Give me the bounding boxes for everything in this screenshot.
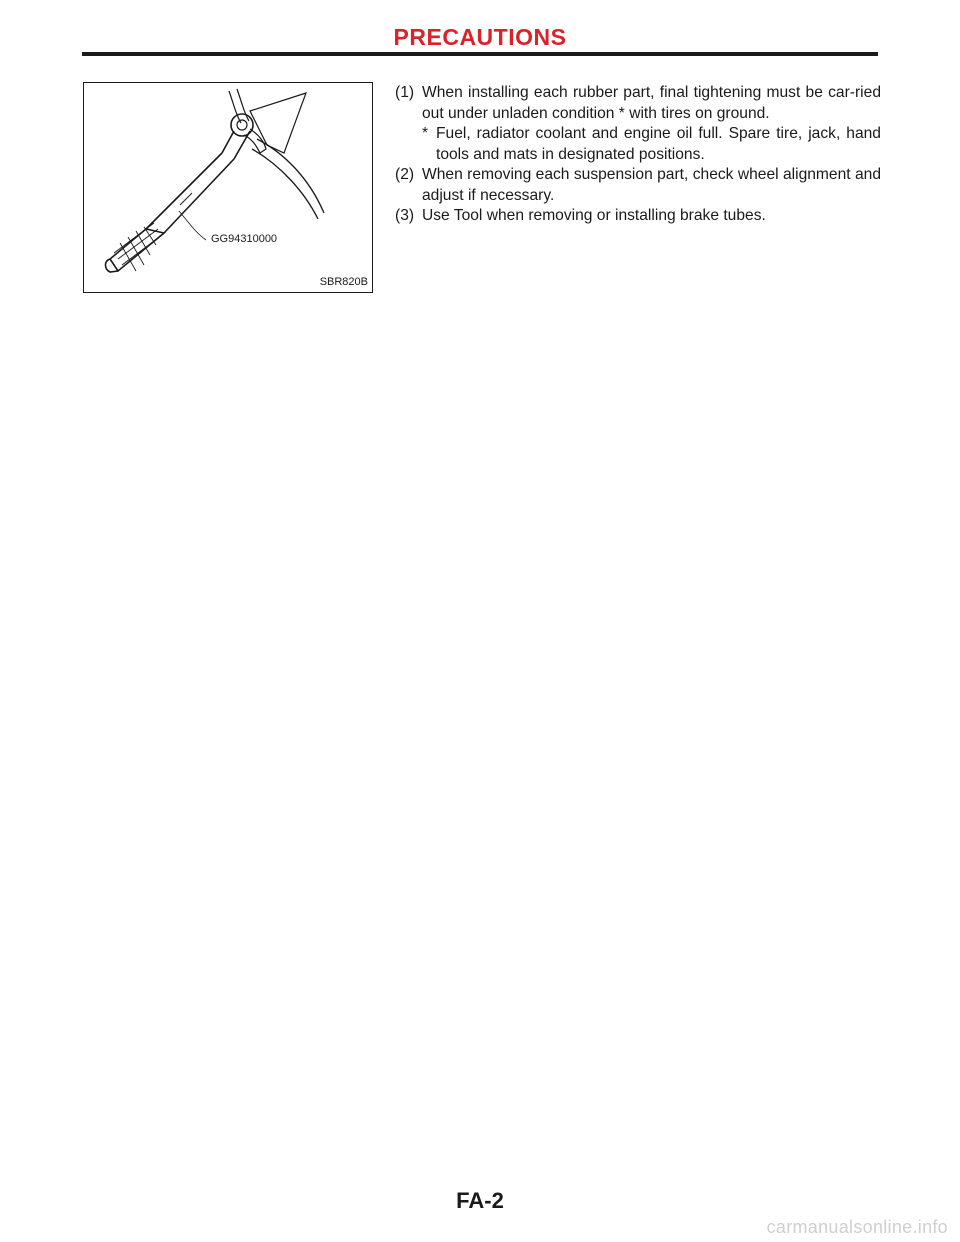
footnote xyxy=(395,124,881,165)
item-text: When installing each rubber part, final tightening must be car-ried out under unladen condition * with tires on ground. xyxy=(422,84,881,122)
watermark: carmanualsonline.info xyxy=(766,1217,948,1237)
list-item xyxy=(395,83,881,124)
tool-number-label: GG94310000 xyxy=(211,233,278,245)
list-item xyxy=(395,206,881,227)
figure-torque-wrench xyxy=(83,82,373,293)
figure-code: SBR820B xyxy=(319,276,368,288)
footnote-mark: * xyxy=(422,125,429,142)
item-number: (3) xyxy=(395,207,415,224)
item-number: (1) xyxy=(395,84,415,101)
precautions-list xyxy=(395,83,881,227)
torque-wrench-illustration xyxy=(84,83,374,294)
header-rule xyxy=(82,52,878,56)
item-number: (2) xyxy=(395,166,415,183)
page-header-title: PRECAUTIONS xyxy=(393,24,567,50)
item-text: When removing each suspension part, check wheel alignment and adjust if necessary. xyxy=(422,166,881,204)
item-text: Use Tool when removing or installing brake tubes. xyxy=(422,207,766,224)
footnote-text: Fuel, radiator coolant and engine oil full. Spare tire, jack, hand tools and mats in designated positions. xyxy=(436,125,881,163)
list-item xyxy=(395,165,881,206)
page-number: FA-2 xyxy=(456,1188,504,1213)
